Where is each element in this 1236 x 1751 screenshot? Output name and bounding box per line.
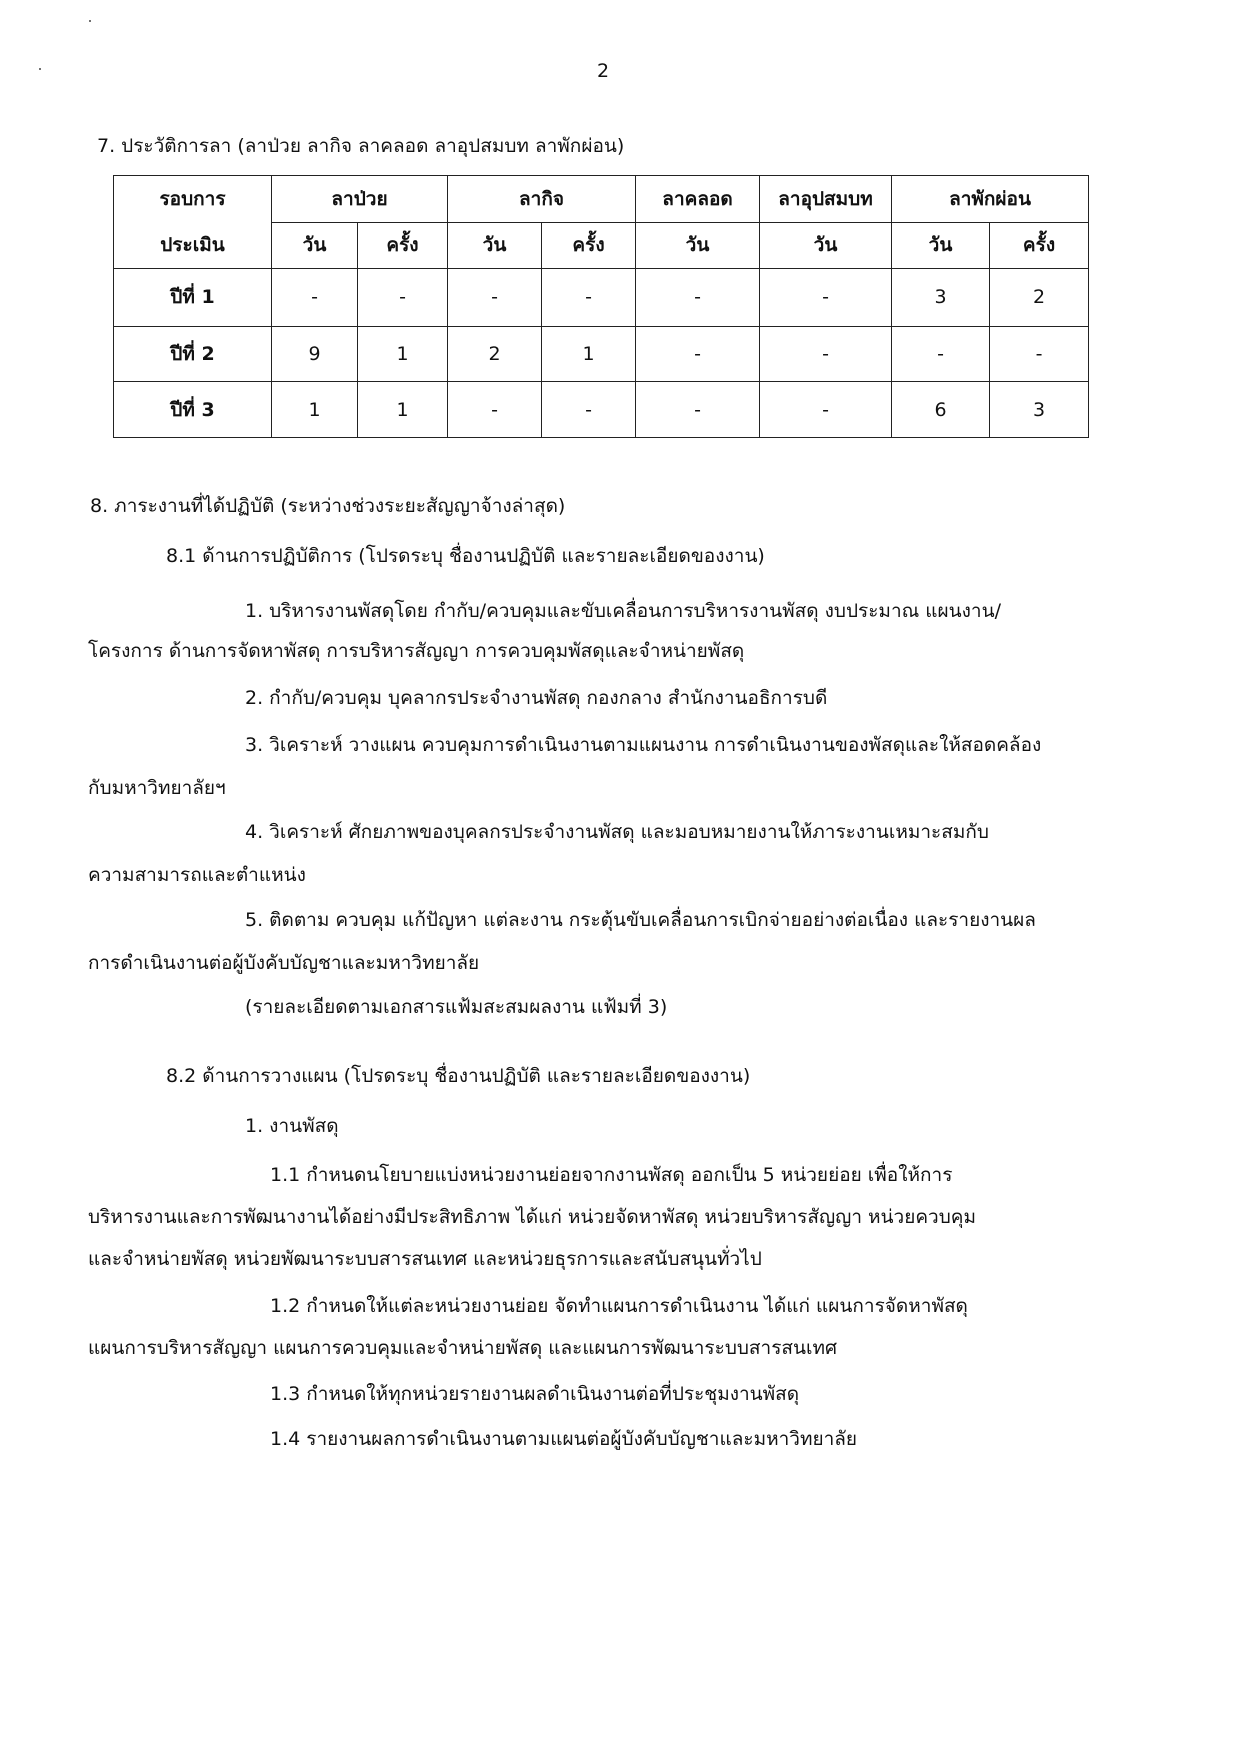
list-item: 1.4 รายงานผลการดำเนินงานตามแผนต่อผู้บังคับบัญชาและมหาวิทยาลัย	[270, 1428, 858, 1450]
table-cell: -	[272, 269, 358, 327]
list-item: 1.1 กำหนดนโยบายแบ่งหน่วยงานย่อยจากงานพัสดุ ออกเป็น 5 หน่วยย่อย เพื่อให้การ	[270, 1164, 953, 1186]
scan-speck	[89, 20, 91, 22]
header-ordination-leave: ลาอุปสมบท	[760, 176, 892, 223]
subheader-days: วัน	[760, 222, 892, 269]
section-8-title: 8. ภาระงานที่ได้ปฏิบัติ (ระหว่างช่วงระยะสัญญาจ้างล่าสุด)	[90, 495, 566, 517]
table-cell: -	[636, 382, 760, 438]
page-number: 2	[596, 60, 610, 82]
list-item: 1.3 กำหนดให้ทุกหน่วยรายงานผลดำเนินงานต่อที่ประชุมงานพัสดุ	[270, 1383, 800, 1405]
list-item-continuation: ความสามารถและตำแหน่ง	[88, 864, 306, 886]
list-item: 2. กำกับ/ควบคุม บุคลากรประจำงานพัสดุ กองกลาง สำนักงานอธิการบดี	[245, 687, 828, 709]
table-cell: -	[760, 382, 892, 438]
section-7-title: 7. ประวัติการลา (ลาป่วย ลากิจ ลาคลอด ลาอุปสมบท ลาพักผ่อน)	[97, 135, 625, 157]
table-cell: 3	[892, 269, 990, 327]
subheader-times: ครั้ง	[358, 222, 448, 269]
table-cell: -	[448, 382, 542, 438]
subheader-days: วัน	[448, 222, 542, 269]
list-item: 3. วิเคราะห์ วางแผน ควบคุมการดำเนินงานตามแผนงาน การดำเนินงานของพัสดุและให้สอดคล้อง	[245, 734, 1042, 756]
subheader-times: ครั้ง	[542, 222, 636, 269]
list-item-continuation: โครงการ ด้านการจัดหาพัสดุ การบริหารสัญญา การควบคุมพัสดุและจำหน่ายพัสดุ	[88, 640, 745, 662]
header-vacation-leave: ลาพักผ่อน	[892, 176, 1089, 223]
list-item: 5. ติดตาม ควบคุม แก้ปัญหา แต่ละงาน กระตุ้นขับเคลื่อนการเบิกจ่ายอย่างต่อเนื่อง และรายงานผล	[245, 909, 1036, 931]
list-item-continuation: กับมหาวิทยาลัยฯ	[88, 777, 226, 799]
list-item: 1. บริหารงานพัสดุโดย กำกับ/ควบคุมและขับเคลื่อนการบริหารงานพัสดุ งบประมาณ แผนงาน/	[245, 600, 1001, 622]
table-row	[114, 382, 1089, 438]
section-8-1-title: 8.1 ด้านการปฏิบัติการ (โปรดระบุ ชื่องานปฏิบัติ และรายละเอียดของงาน)	[166, 545, 765, 567]
table-cell: 2	[448, 326, 542, 382]
table-cell: 6	[892, 382, 990, 438]
header-round-bottom: ประเมิน	[114, 222, 272, 269]
header-maternity-leave: ลาคลอด	[636, 176, 760, 223]
header-round-top: รอบการ	[114, 176, 272, 223]
list-item-continuation: แผนการบริหารสัญญา แผนการควบคุมและจำหน่ายพัสดุ และแผนการพัฒนาระบบสารสนเทศ	[88, 1337, 838, 1359]
list-item-continuation: บริหารงานและการพัฒนางานได้อย่างมีประสิทธิภาพ ได้แก่ หน่วยจัดหาพัสดุ หน่วยบริหารสัญญา หน่วยควบคุม	[88, 1206, 977, 1228]
table-cell: -	[892, 326, 990, 382]
leave-history-table	[113, 175, 1089, 438]
table-cell: -	[358, 269, 448, 327]
table-row	[114, 326, 1089, 382]
table-cell: 3	[990, 382, 1089, 438]
subheader-days: วัน	[636, 222, 760, 269]
table-cell: 1	[272, 382, 358, 438]
table-row	[114, 269, 1089, 327]
subheader-times: ครั้ง	[990, 222, 1089, 269]
table-cell: 2	[990, 269, 1089, 327]
list-item-continuation: และจำหน่ายพัสดุ หน่วยพัฒนาระบบสารสนเทศ และหน่วยธุรการและสนับสนุนทั่วไป	[88, 1248, 762, 1270]
table-cell: -	[448, 269, 542, 327]
table-cell: 1	[542, 326, 636, 382]
table-cell: -	[636, 269, 760, 327]
list-item: 1.2 กำหนดให้แต่ละหน่วยงานย่อย จัดทำแผนการดำเนินงาน ได้แก่ แผนการจัดหาพัสดุ	[270, 1295, 968, 1317]
subheader-days: วัน	[892, 222, 990, 269]
table-cell: 1	[358, 382, 448, 438]
row-label: ปีที่ 2	[114, 326, 272, 382]
list-item: 4. วิเคราะห์ ศักยภาพของบุคลกรประจำงานพัสดุ และมอบหมายงานให้ภาระงานเหมาะสมกับ	[245, 821, 989, 843]
section-8-2-title: 8.2 ด้านการวางแผน (โปรดระบุ ชื่องานปฏิบัติ และรายละเอียดของงาน)	[166, 1065, 751, 1087]
subheader-days: วัน	[272, 222, 358, 269]
table-cell: 9	[272, 326, 358, 382]
subsection-title: 1. งานพัสดุ	[245, 1115, 339, 1137]
table-cell: -	[636, 326, 760, 382]
table-cell: -	[542, 269, 636, 327]
table-cell: 1	[358, 326, 448, 382]
header-sick-leave: ลาป่วย	[272, 176, 448, 223]
list-item-continuation: การดำเนินงานต่อผู้บังคับบัญชาและมหาวิทยาลัย	[88, 952, 480, 974]
reference-note: (รายละเอียดตามเอกสารแฟ้มสะสมผลงาน แฟ้มที่ 3)	[245, 996, 668, 1018]
row-label: ปีที่ 1	[114, 269, 272, 327]
table-cell: -	[542, 382, 636, 438]
table-cell: -	[760, 326, 892, 382]
table-cell: -	[760, 269, 892, 327]
row-label: ปีที่ 3	[114, 382, 272, 438]
table-cell: -	[990, 326, 1089, 382]
header-personal-leave: ลากิจ	[448, 176, 636, 223]
